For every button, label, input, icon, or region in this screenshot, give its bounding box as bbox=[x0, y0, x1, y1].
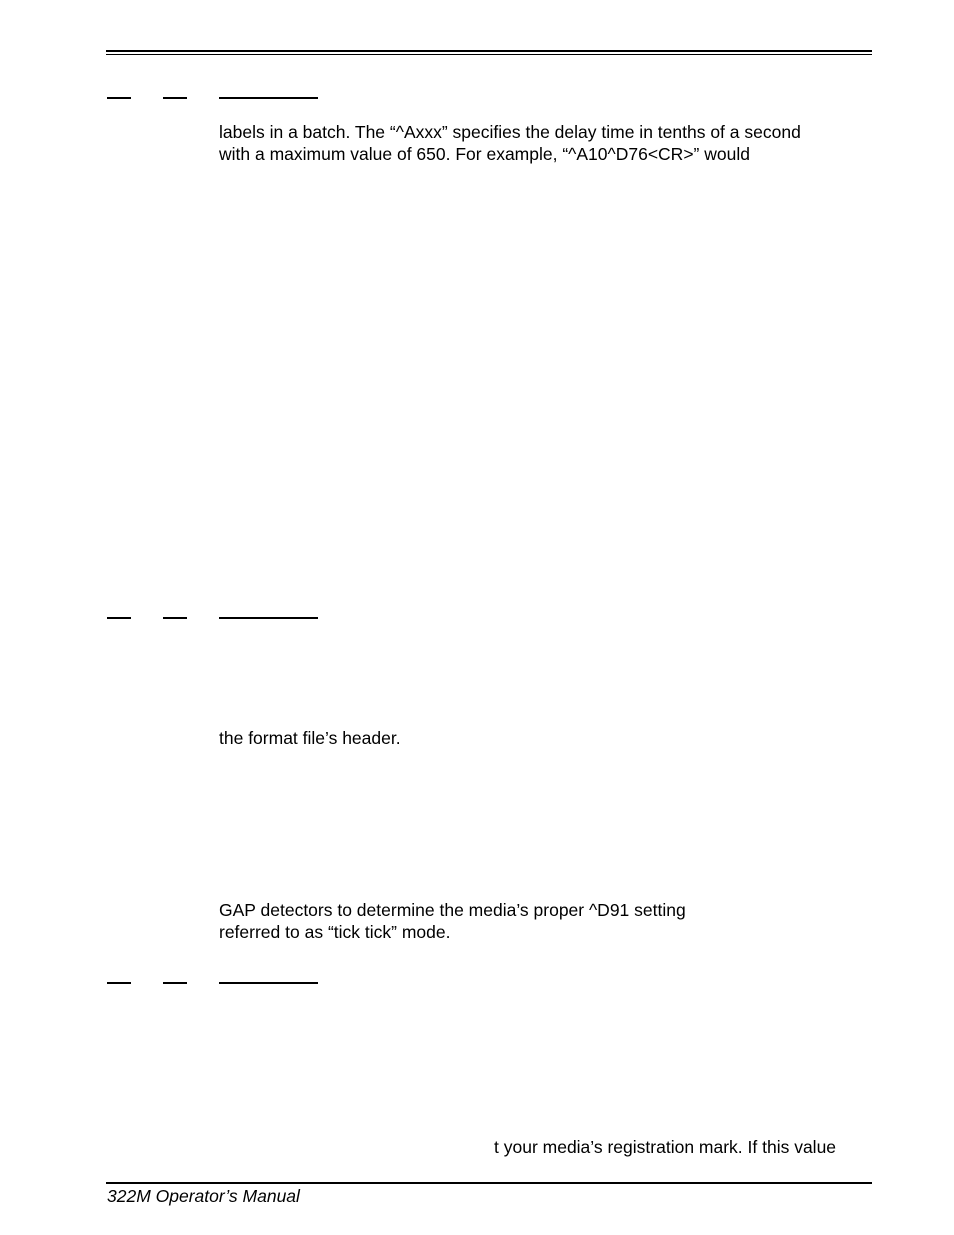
paragraph-line: with a maximum value of 650. For example, “^A10^D76<CR>” would bbox=[219, 144, 750, 164]
header-rule-thick bbox=[106, 50, 872, 52]
heading-underline bbox=[219, 97, 318, 99]
heading-underline bbox=[163, 97, 187, 99]
heading-underline bbox=[107, 97, 131, 99]
heading-underline bbox=[163, 617, 187, 619]
footer-rule bbox=[106, 1182, 872, 1184]
heading-underline bbox=[219, 617, 318, 619]
header-rule-thin bbox=[106, 54, 872, 55]
paragraph-line: referred to as “tick tick” mode. bbox=[219, 922, 451, 942]
paragraph-line: labels in a batch. The “^Axxx” specifies the delay time in tenths of a second bbox=[219, 122, 801, 142]
paragraph-line: t your media’s registration mark. If this value bbox=[494, 1137, 837, 1157]
paragraph-line: GAP detectors to determine the media’s proper ^D91 setting bbox=[219, 900, 686, 920]
paragraph-line: the format file’s header. bbox=[219, 728, 401, 748]
footer-title: 322M Operator’s Manual bbox=[107, 1186, 300, 1206]
heading-underline bbox=[163, 982, 187, 984]
heading-underline bbox=[107, 982, 131, 984]
heading-underline bbox=[219, 982, 318, 984]
heading-underline bbox=[107, 617, 131, 619]
